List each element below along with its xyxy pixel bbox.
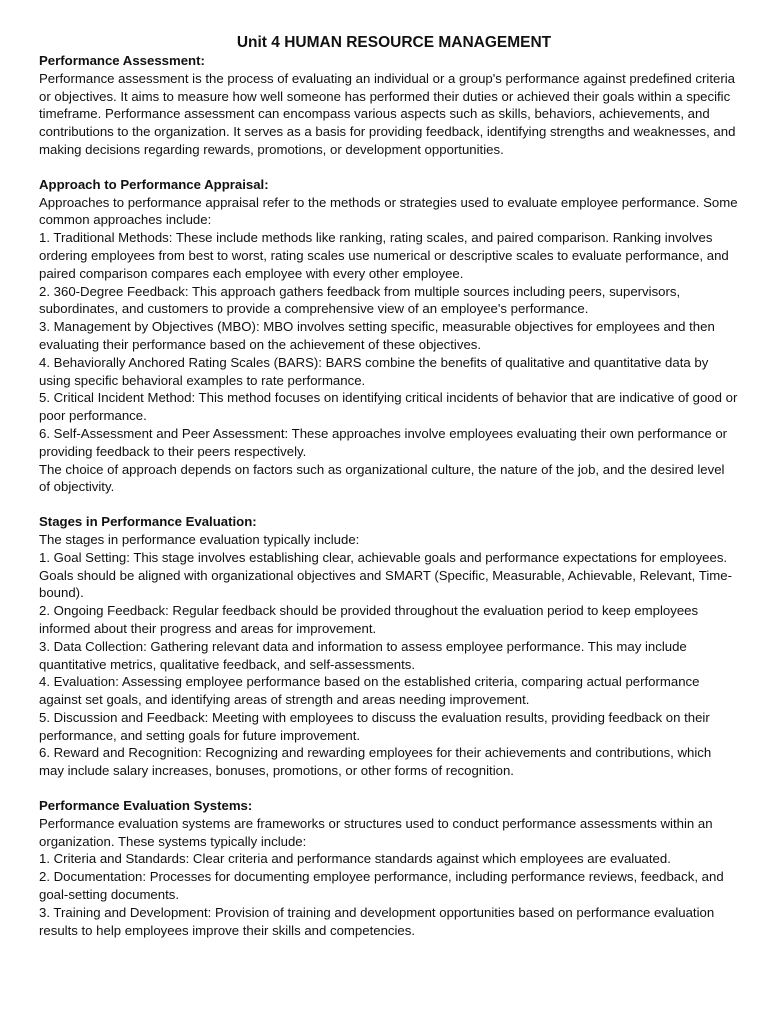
paragraph: The stages in performance evaluation typically include:: [39, 531, 360, 547]
paragraph: Approaches to performance appraisal refer to the methods or strategies used to evaluate employee performance. Some common approaches include:: [39, 194, 738, 228]
paragraph: Performance evaluation systems are frameworks or structures used to conduct performance assessments within an organization. These systems typically include:: [39, 815, 713, 849]
list-item: 2. 360-Degree Feedback: This approach gathers feedback from multiple sources including peers, supervisors, subordinates, and customers to provide a comprehensive view of an employee's performance.: [39, 283, 681, 317]
list-item: 5. Critical Incident Method: This method focuses on identifying critical incidents of behavior that are indicative of good or poor performance.: [39, 390, 738, 424]
list-item: 2. Ongoing Feedback: Regular feedback should be provided throughout the evaluation period to keep employees informed about their progress and areas for improvement.: [39, 603, 699, 636]
list-item: 6. Self-Assessment and Peer Assessment: These approaches involve employees evaluating their own performance or providing feedback to their peers respectively.: [39, 425, 728, 459]
section-stages-in-evaluation: [39, 513, 739, 780]
document-page: [39, 34, 739, 956]
list-item: 5. Discussion and Feedback: Meeting with employees to discuss the evaluation results, providing feedback on their performance, and setting goals for future improvement.: [39, 709, 710, 743]
section-evaluation-systems: [39, 797, 739, 939]
list-item: 1. Criteria and Standards: Clear criteria and performance standards against which employees are evaluated.: [39, 851, 671, 867]
section-performance-assessment: [39, 52, 739, 159]
section-heading: Stages in Performance Evaluation:: [39, 514, 257, 530]
paragraph: Performance assessment is the process of evaluating an individual or a group's performance against predefined criteria or objectives. It aims to measure how well someone has performed their duties or achieved their goals within a specific timeframe. Performance assessment can encompass various aspects such as skills, behaviors, achievements, and contributions to the organization. It serves as a basis for providing feedback, identifying strengths and weaknesses, and making decisions regarding rewards, promotions, or development opportunities.: [39, 70, 736, 157]
section-heading: Approach to Performance Appraisal:: [39, 176, 269, 192]
list-item: 1. Goal Setting: This stage involves establishing clear, achievable goals and performance expectations for employees. Goals should be aligned with organizational objectives and SMART (Specific, Measurable, Achievable, Relevant, Time-bound).: [39, 549, 732, 601]
document-title: Unit 4 HUMAN RESOURCE MANAGEMENT: [236, 34, 552, 51]
list-item: 3. Training and Development: Provision of training and development opportunities based on performance evaluation results to help employees improve their skills and competencies.: [39, 904, 715, 938]
list-item: 6. Reward and Recognition: Recognizing and rewarding employees for their achievements and contributions, which may include salary increases, bonuses, promotions, or other forms of recognition.: [39, 745, 712, 779]
list-item: 4. Behaviorally Anchored Rating Scales (BARS): BARS combine the benefits of qualitative and quantitative data by using specific behavioral examples to rate performance.: [39, 354, 709, 388]
list-item: 3. Management by Objectives (MBO): MBO involves setting specific, measurable objectives for employees and then evaluating their performance based on the achievement of these objectives.: [39, 319, 715, 352]
section-approach-to-appraisal: [39, 176, 739, 496]
list-item: 1. Traditional Methods: These include methods like ranking, rating scales, and paired comparison. Ranking involves ordering employees from best to worst, rating scales use numerical or descriptive scales to evaluate performance, and paired comparison compares each employee with every other employee.: [39, 230, 729, 281]
section-heading: Performance Assessment:: [39, 53, 205, 68]
list-item: 4. Evaluation: Assessing employee performance based on the established criteria, comparing actual performance against set goals, and identifying areas of strength and areas needing improvement.: [39, 674, 700, 708]
list-item: 3. Data Collection: Gathering relevant data and information to assess employee performance. This may include quantitative metrics, qualitative feedback, and self-assessments.: [39, 638, 687, 672]
section-heading: Performance Evaluation Systems:: [39, 798, 253, 814]
list-item: 2. Documentation: Processes for documenting employee performance, including performance reviews, feedback, and goal-setting documents.: [39, 869, 724, 903]
paragraph: The choice of approach depends on factors such as organizational culture, the nature of the job, and the desired level of objectivity.: [39, 461, 725, 495]
